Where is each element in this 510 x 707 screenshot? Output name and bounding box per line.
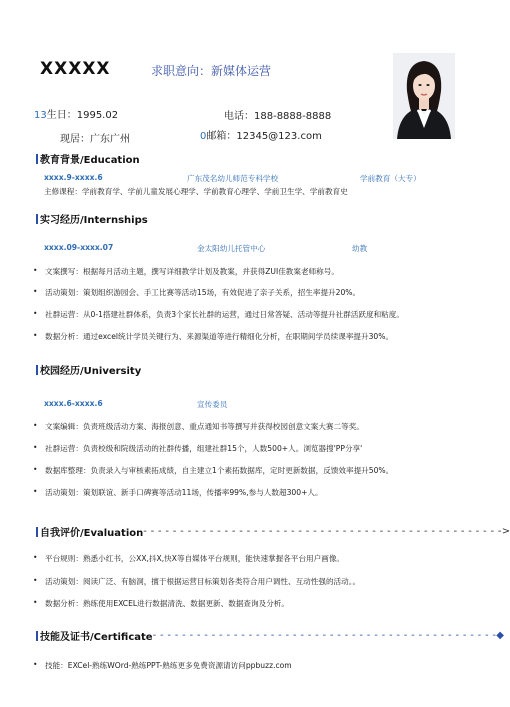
- bullet-icon: •: [33, 331, 38, 340]
- bullet-icon: •: [33, 309, 38, 318]
- section-bar: [36, 214, 38, 224]
- evaluation-title: [36, 524, 510, 539]
- campus-item-text: 文案编辑：负责班级活动方案、海报创意、重点通知书等撰写并获得校园创意文案大赛二等奖。: [45, 422, 364, 431]
- bullet-icon: •: [33, 421, 38, 430]
- internship-item-text: 社群运营：从0-1搭建社群体系，负责3个家长社群的运营，通过日常答疑、活动等提升社群活跃度和粘度。: [45, 310, 404, 319]
- evaluation-item-text: 数据分析：熟练使用EXCEL进行数据清洗、数据更新、数据查询及分析。: [45, 599, 289, 608]
- section-bar: [36, 154, 38, 164]
- internship-period: xxxx.09-xxxx.07: [44, 243, 114, 252]
- internship-item-text: 文案撰写：根据每月活动主题，撰写详细教学计划及教案，并获得ZUI佳教案老师称号。: [45, 267, 339, 276]
- list-item: [33, 443, 363, 454]
- evaluation-title-text: 自我评价/Evaluation: [40, 528, 144, 539]
- section-bar: [36, 631, 38, 641]
- education-major: 学前教育（大专）: [360, 174, 421, 183]
- email-text: 邮箱：12345@123.com: [206, 131, 322, 142]
- bullet-icon: •: [33, 598, 38, 607]
- list-item: [33, 465, 394, 476]
- list-item: [33, 598, 289, 609]
- birth-prefix: 13: [34, 110, 47, 121]
- job-intent: 求职意向：新媒体运营: [151, 64, 272, 78]
- campus-role: 宣传委员: [197, 400, 228, 409]
- education-period: xxxx.9-xxxx.6: [44, 173, 103, 182]
- dash-divider: - - - - - - - - - - - - - - - - - - - - - - - - - - - - - - - - - - - - - - - - - - - - - - - - -: [143, 526, 502, 537]
- birth-text: 生日：1995.02: [46, 110, 119, 121]
- arrow-end-icon: >: [501, 526, 510, 537]
- list-item: [33, 576, 361, 587]
- internship-org: 金太阳幼儿托管中心: [197, 244, 266, 253]
- campus-item-text: 数据库整理：负责录入与审核素拓成绩，自主建立1个素拓数据库，定时更新数据，反馈效率提升50%。: [45, 466, 394, 475]
- diamond-icon: ◆: [496, 630, 505, 641]
- bullet-icon: •: [33, 465, 38, 474]
- internship-role: 幼教: [352, 244, 368, 253]
- campus-item-text: 活动策划：策划联谊、新手口碑赛等活动11场，传播率99%,参与人数超300+人。: [45, 488, 323, 497]
- bullet-icon: •: [33, 660, 38, 669]
- phone-info: 电话：188-8888-8888: [224, 111, 332, 122]
- list-item: [33, 331, 394, 342]
- section-bar: [36, 365, 38, 375]
- list-item: [33, 266, 339, 277]
- bullet-icon: •: [33, 576, 38, 585]
- certificate-title: [36, 628, 504, 643]
- internship-title: [36, 211, 148, 226]
- evaluation-item-text: 平台规则：熟悉小红书，公XX,抖X,快X等自媒体平台规则，能快速掌握各平台用户画像。: [45, 554, 345, 563]
- bullet-icon: •: [33, 287, 38, 296]
- education-courses: 主修课程：学前教育学、学前儿童发展心理学、学前教育心理学、学前卫生学、学前教育史: [44, 187, 348, 196]
- section-bar: [36, 527, 38, 537]
- education-title: [36, 151, 140, 166]
- bullet-icon: •: [33, 443, 38, 452]
- campus-item-text: 社群运营：负责校级和院级活动的社群传播，组建社群15个，人数500+人。浏览器搜'PP分享': [45, 444, 363, 453]
- email-prefix: 0: [200, 131, 207, 142]
- email-info: [200, 127, 322, 142]
- bullet-icon: •: [33, 553, 38, 562]
- internship-item-text: 数据分析：通过excel统计学员关键行为、来源渠道等进行精细化分析，在职期间学员续课率提升30%。: [45, 332, 394, 341]
- bullet-icon: •: [33, 266, 38, 275]
- list-item: [33, 421, 364, 432]
- internship-title-text: 实习经历/Internships: [40, 215, 148, 226]
- evaluation-item-text: 活动策划：阅读广泛、有脑洞，擅于根据运营目标策划各类符合用户调性、互动性强的活动。。: [45, 577, 361, 586]
- campus-title: [36, 362, 141, 377]
- birth-info: [34, 106, 118, 121]
- bullet-icon: •: [33, 487, 38, 496]
- education-school: 广东茂名幼儿师范专科学校: [187, 174, 279, 183]
- profile-photo: [393, 53, 455, 139]
- portrait-image: [393, 53, 455, 139]
- internship-item-text: 活动策划：策划组织游园会、手工比赛等活动15场，有效促进了亲子关系，招生率提升20%。: [45, 288, 361, 297]
- list-item: [33, 487, 323, 498]
- list-item: [33, 309, 404, 320]
- list-item: [33, 660, 292, 671]
- certificate-item-text: 技能：EXCel-熟练WOrd-熟练PPT-熟练更多免费资源请访问ppbuzz.com: [45, 661, 292, 670]
- education-title-text: 教育背景/Education: [40, 155, 140, 166]
- campus-period: xxxx.6-xxxx.6: [44, 399, 103, 408]
- list-item: [33, 553, 345, 564]
- list-item: [33, 287, 361, 298]
- location-info: 现居：广东广州: [60, 134, 130, 145]
- dash-divider: - - - - - - - - - - - - - - - - - - - - - - - - - - - - - - - - - - - - - - - - - - - - - - -: [152, 630, 497, 641]
- certificate-title-text: 技能及证书/Certificate: [40, 632, 153, 643]
- campus-title-text: 校园经历/University: [40, 366, 142, 377]
- candidate-name: XXXXX: [40, 59, 111, 79]
